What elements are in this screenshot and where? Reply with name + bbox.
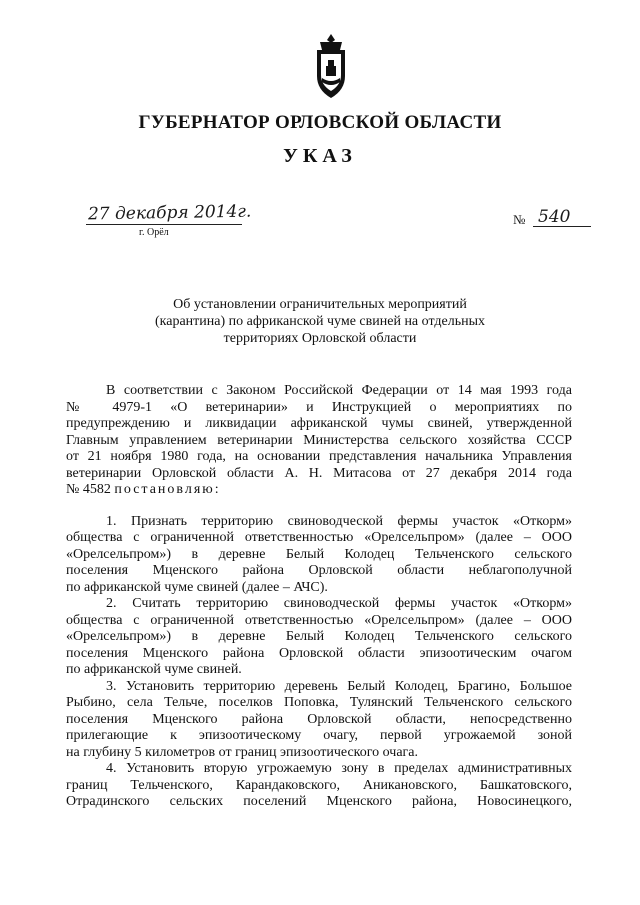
body-line: ветеринарии Орловской области А. Н. Митасова от 27 декабря 2014 года <box>66 465 572 481</box>
body-line: В соответствии с Законом Российской Федерации от 14 мая 1993 года <box>106 383 572 398</box>
body-line: Главным управлением ветеринарии Министерства сельского хозяйства СССР <box>66 432 572 448</box>
body-line: Рыбино, села Тельче, поселков Поповка, Тулянский Тельченского сельского <box>66 695 572 710</box>
body-line: 2. Считать территорию свиноводческой фермы участок «Откорм» <box>106 596 572 611</box>
subject-line: территориях Орловской области <box>223 331 417 346</box>
body-line: по африканской чуме свиней (далее – АЧС). <box>66 579 328 595</box>
body-line: прилегающие к эпизоотическому очагу, первой угрожаемой зоной <box>66 728 572 743</box>
body-line: 4. Установить вторую угрожаемую зону в пределах административных <box>106 761 572 776</box>
body-line: общества с ограниченной ответственностью «Орелсельпром» (далее – ООО <box>66 612 572 628</box>
subject-line: Об установлении ограничительных мероприятий <box>173 297 467 312</box>
body-line: предупреждению и ликвидации африканской чумы свиней, утвержденной <box>66 416 572 431</box>
decree-item-1 <box>66 514 572 597</box>
organization-title: ГУБЕРНАТОР ОРЛОВСКОЙ ОБЛАСТИ <box>138 112 502 133</box>
resolution-keyword: постановляю: <box>114 482 221 497</box>
body-line: № 4979-1 «О ветеринарии» и Инструкцией о мероприятиях по <box>66 399 572 415</box>
body-line: на глубину 5 километров от границ эпизоотического очага. <box>66 744 419 760</box>
decree-subject <box>120 296 520 347</box>
city-label: г. Орёл <box>139 227 169 238</box>
document-type-title: УКАЗ <box>283 145 357 167</box>
decree-body <box>66 383 572 811</box>
subject-line: (карантина) по африканской чуме свиней на отдельных <box>154 314 486 329</box>
body-line: 1. Признать территорию свиноводческой фермы участок «Откорм» <box>106 513 572 529</box>
date-underline <box>86 224 242 225</box>
preamble <box>66 383 572 499</box>
number-underline <box>533 226 591 227</box>
body-line: общества с ограниченной ответственностью «Орелсельпром» (далее – ООО <box>66 530 572 545</box>
body-line: поселения Мценского района Орловской области эпизоотическим очагом <box>66 645 572 661</box>
body-line: границ Тельченского, Карандаковского, Аникановского, Башкатовского, <box>66 777 572 793</box>
coat-of-arms-emblem-icon <box>308 32 354 102</box>
body-line: «Орелсельпром») в деревне Белый Колодец Тельченского сельского <box>66 546 572 562</box>
decree-item-4 <box>66 761 572 811</box>
decree-item-2 <box>66 596 572 679</box>
body-line: поселения Мценского района Орловской области, непосредственно <box>66 711 572 727</box>
body-line <box>66 482 572 499</box>
body-line: Отрадинского сельских поселений Мценского района, Новосинецкого, <box>66 794 572 809</box>
number-label: № <box>513 212 526 227</box>
body-line: поселения Мценского района Орловской области неблагополучной <box>66 563 572 578</box>
decree-number-ref: № 4582 <box>66 482 111 497</box>
handwritten-date: 27 декабря 2014г. <box>87 201 252 225</box>
body-line: 3. Установить территорию деревень Белый Колодец, Брагино, Большое <box>106 678 572 694</box>
body-line: «Орелсельпром») в деревне Белый Колодец Тельченского сельского <box>66 629 572 644</box>
decree-item-3 <box>66 679 572 762</box>
body-line: от 21 ноября 1980 года, на основании представления начальника Управления <box>66 449 572 464</box>
handwritten-number: 540 <box>538 207 571 227</box>
body-line: по африканской чуме свиней. <box>66 662 242 677</box>
